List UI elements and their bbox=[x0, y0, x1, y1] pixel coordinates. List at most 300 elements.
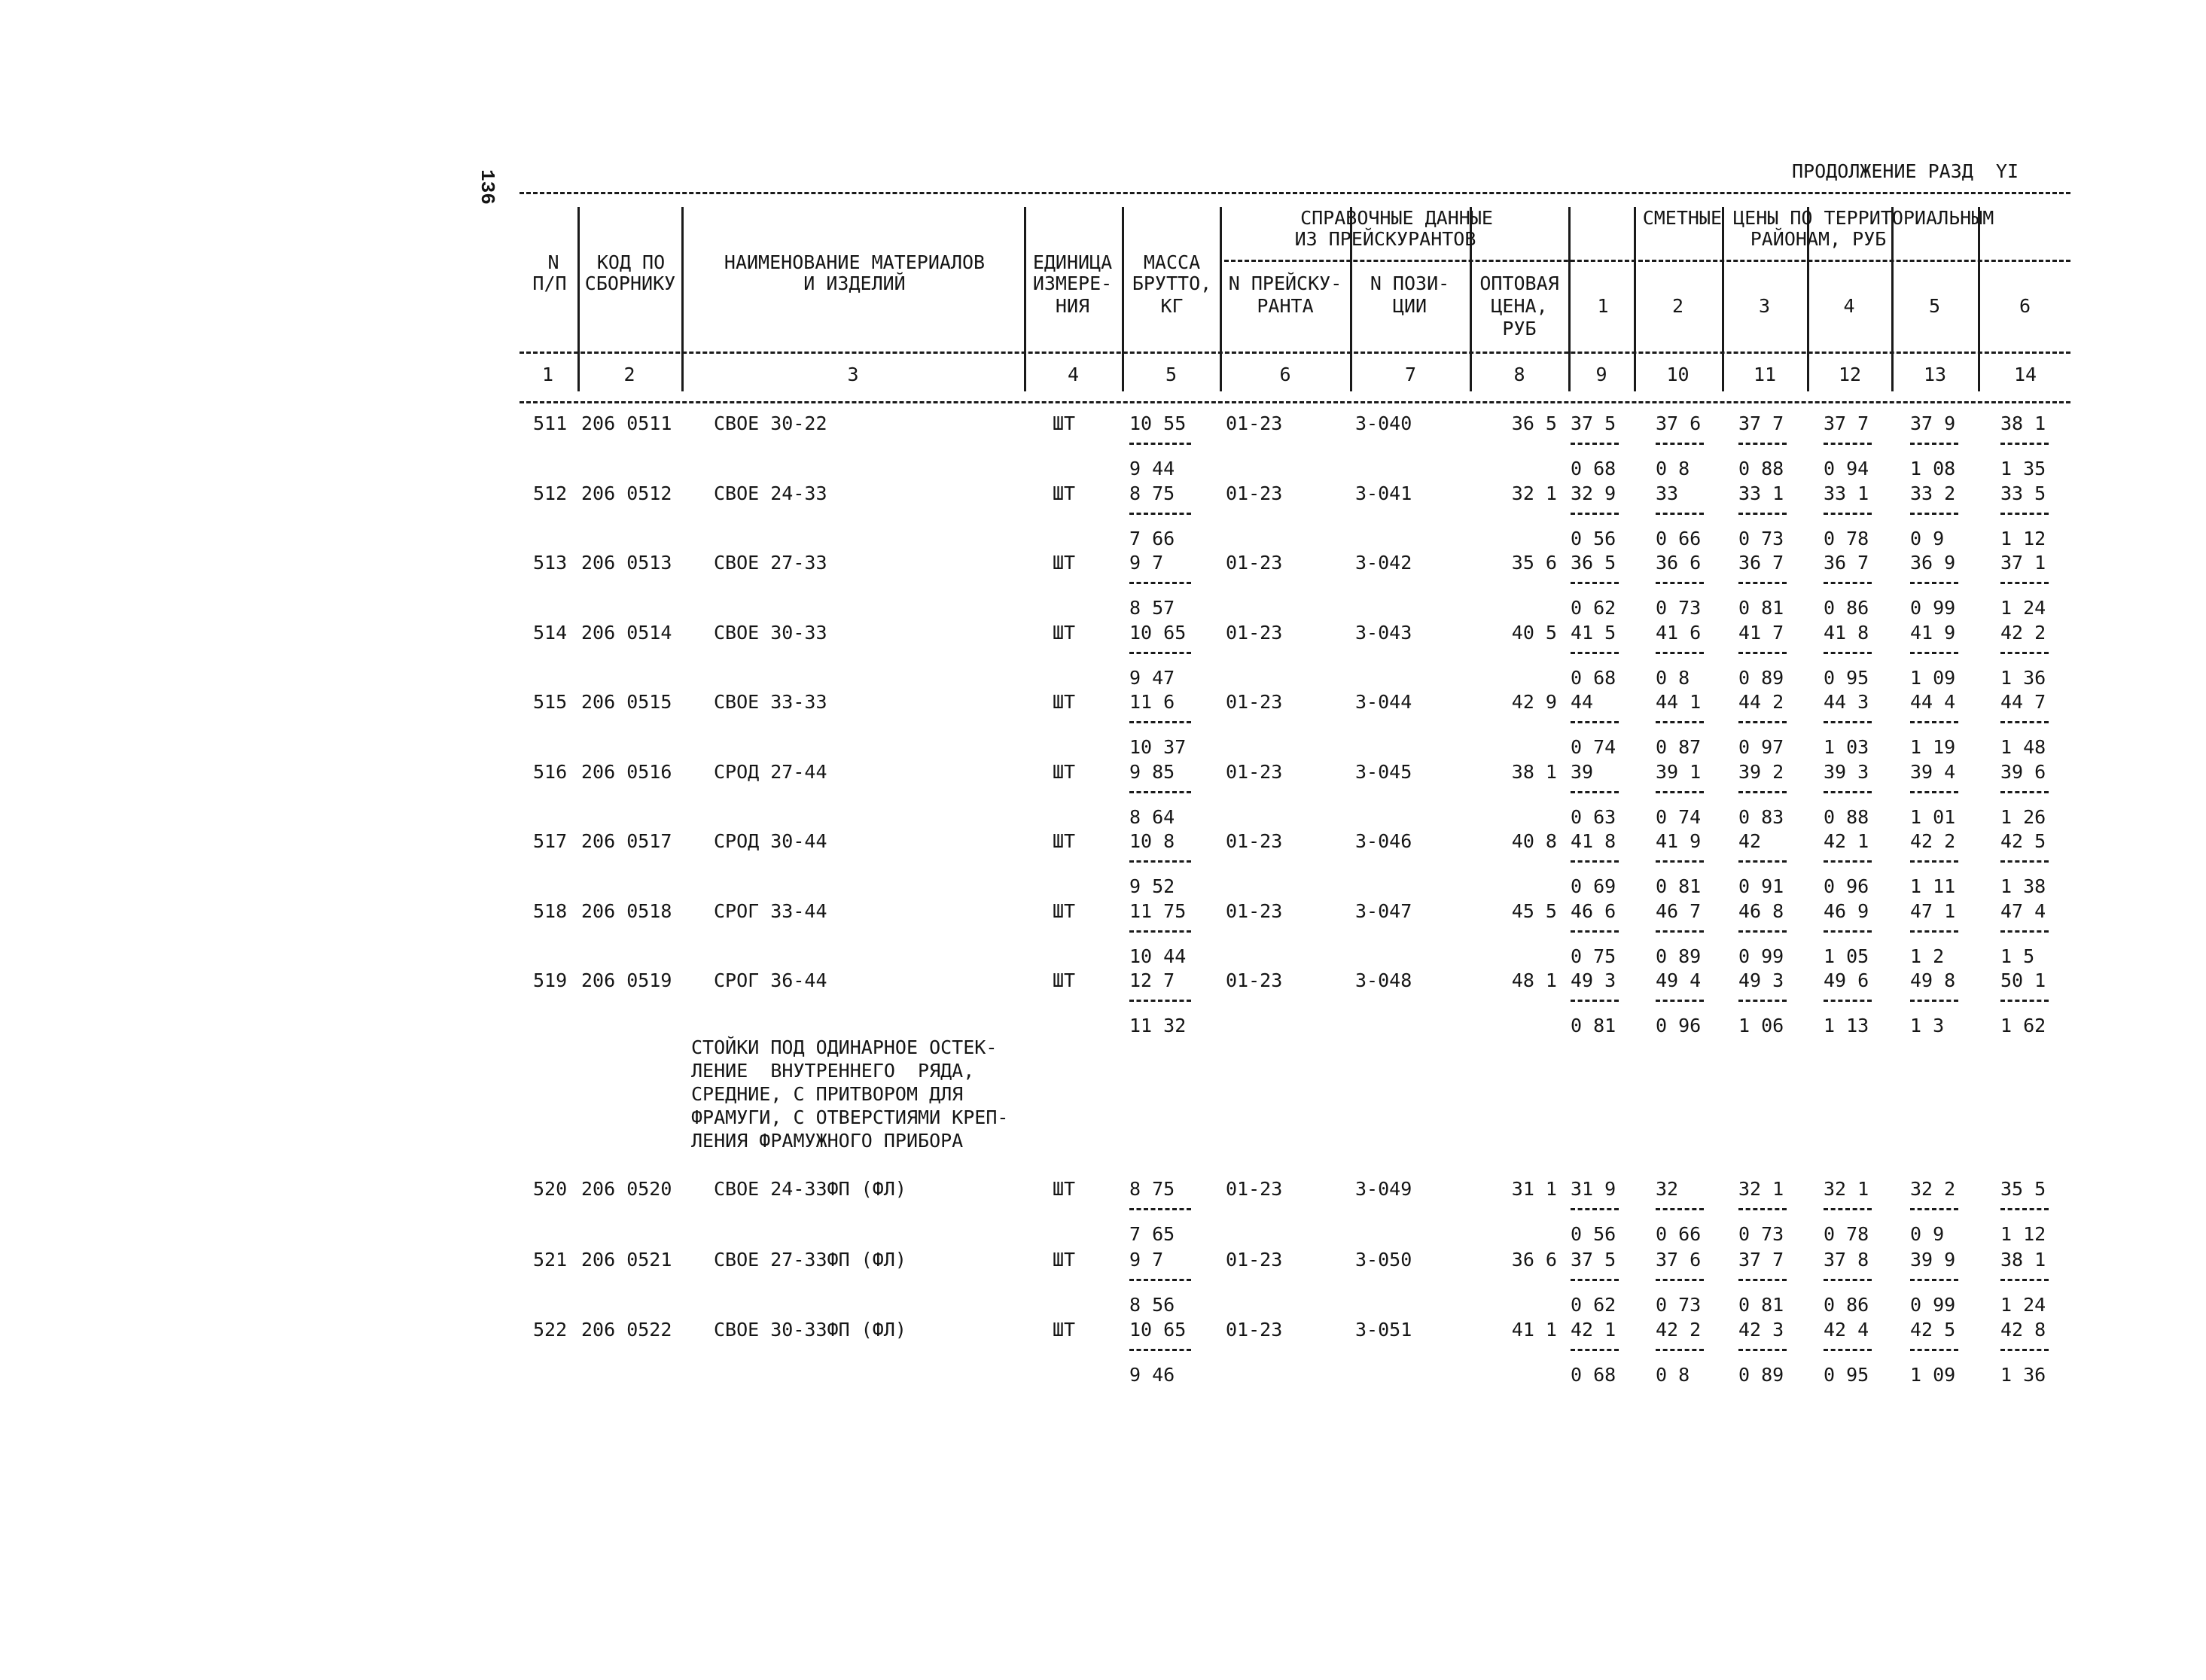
row-region-price-6: 38 1 bbox=[2000, 1248, 2046, 1271]
row-region-price-6: 38 1 bbox=[2000, 412, 2046, 434]
row-name: СВОЕ 30-33 bbox=[714, 621, 827, 644]
row-region-price-5: 41 9 bbox=[1910, 621, 1956, 644]
header-position: N ПОЗИ- bbox=[1370, 272, 1450, 294]
row-unit: ШТ bbox=[1053, 1319, 1076, 1341]
row-region-surcharge-4: 0 78 bbox=[1824, 527, 1869, 549]
header-np: П/П bbox=[532, 272, 567, 294]
header-wholesale: ОПТОВАЯ bbox=[1479, 272, 1559, 294]
row-code: 206 0512 bbox=[581, 482, 672, 504]
row-region-surcharge-5: 1 3 bbox=[1910, 1015, 1945, 1036]
row-unit: ШТ bbox=[1053, 412, 1076, 434]
row-region-surcharge-1: 0 68 bbox=[1571, 458, 1616, 479]
mass-fraction-rule bbox=[1129, 1349, 1191, 1351]
region-fraction-rule bbox=[1738, 860, 1787, 863]
row-region-price-1: 44 bbox=[1571, 691, 1594, 713]
row-region-surcharge-6: 1 24 bbox=[2000, 1293, 2046, 1316]
row-region-surcharge-1: 0 74 bbox=[1571, 736, 1616, 758]
row-region-price-2: 46 7 bbox=[1656, 899, 1702, 922]
region-fraction-rule bbox=[1824, 1349, 1872, 1351]
region-fraction-rule bbox=[1824, 1000, 1872, 1002]
row-position: 3-043 bbox=[1355, 621, 1412, 644]
row-region-surcharge-1: 0 68 bbox=[1571, 1364, 1616, 1386]
row-region-price-4: 41 8 bbox=[1824, 621, 1869, 644]
row-wholesale-price: 36 6 bbox=[1511, 1248, 1557, 1271]
header-region-2: 2 bbox=[1671, 295, 1684, 317]
region-fraction-rule bbox=[1738, 582, 1787, 584]
header-wholesale: РУБ bbox=[1502, 318, 1537, 339]
row-region-price-1: 31 9 bbox=[1571, 1178, 1616, 1200]
row-unit: ШТ bbox=[1053, 552, 1076, 574]
row-region-surcharge-6: 1 26 bbox=[2000, 805, 2046, 828]
row-region-surcharge-2: 0 81 bbox=[1656, 875, 1702, 897]
row-unit: ШТ bbox=[1053, 830, 1076, 852]
row-mass: 10 65 bbox=[1129, 621, 1187, 644]
row-code: 206 0511 bbox=[581, 412, 672, 434]
row-code: 206 0513 bbox=[581, 552, 672, 574]
header-top-rule bbox=[520, 192, 2070, 194]
row-region-price-2: 41 6 bbox=[1656, 621, 1702, 644]
row-name: СВОЕ 27-33ФП (ФЛ) bbox=[714, 1248, 906, 1271]
row-region-price-4: 44 3 bbox=[1824, 691, 1869, 713]
region-fraction-rule bbox=[2000, 652, 2049, 654]
row-wholesale-price: 38 1 bbox=[1511, 760, 1557, 783]
region-fraction-rule bbox=[1910, 1349, 1958, 1351]
region-fraction-rule bbox=[1824, 791, 1872, 793]
row-region-price-6: 44 7 bbox=[2000, 691, 2046, 713]
row-region-surcharge-5: 1 11 bbox=[1910, 875, 1956, 897]
header-code: КОД ПО bbox=[596, 251, 666, 273]
region-fraction-rule bbox=[1656, 791, 1704, 793]
row-code: 206 0514 bbox=[581, 621, 672, 644]
region-fraction-rule bbox=[1571, 791, 1619, 793]
row-region-surcharge-2: 0 66 bbox=[1656, 1223, 1702, 1245]
row-region-surcharge-5: 0 9 bbox=[1910, 527, 1945, 549]
region-fraction-rule bbox=[1824, 1208, 1872, 1210]
row-code: 206 0519 bbox=[581, 969, 672, 991]
row-region-price-4: 49 6 bbox=[1824, 969, 1869, 991]
row-pricelist: 01-23 bbox=[1226, 899, 1283, 922]
region-fraction-rule bbox=[1571, 443, 1619, 445]
row-region-price-4: 42 1 bbox=[1824, 830, 1869, 852]
row-region-surcharge-6: 1 36 bbox=[2000, 666, 2046, 689]
row-region-surcharge-6: 1 35 bbox=[2000, 458, 2046, 479]
region-fraction-rule bbox=[1738, 1279, 1787, 1281]
header-position: ЦИИ bbox=[1392, 295, 1428, 317]
row-wholesale-price: 41 1 bbox=[1511, 1319, 1557, 1341]
row-region-surcharge-6: 1 12 bbox=[2000, 527, 2046, 549]
row-position: 3-051 bbox=[1355, 1319, 1412, 1341]
region-fraction-rule bbox=[2000, 1279, 2049, 1281]
row-region-price-4: 42 4 bbox=[1824, 1319, 1869, 1341]
row-mass-denominator: 8 64 bbox=[1129, 805, 1175, 828]
row-region-price-5: 44 4 bbox=[1910, 691, 1956, 713]
row-region-price-5: 39 9 bbox=[1910, 1248, 1956, 1271]
row-region-price-6: 35 5 bbox=[2000, 1178, 2046, 1200]
region-fraction-rule bbox=[1738, 1000, 1787, 1002]
row-region-price-2: 44 1 bbox=[1656, 691, 1702, 713]
row-number: 513 bbox=[533, 552, 568, 574]
row-region-price-2: 49 4 bbox=[1656, 969, 1702, 991]
row-region-price-1: 41 8 bbox=[1571, 830, 1616, 852]
row-wholesale-price: 31 1 bbox=[1511, 1178, 1557, 1200]
row-region-surcharge-6: 1 12 bbox=[2000, 1223, 2046, 1245]
row-name: СВОЕ 27-33 bbox=[714, 552, 827, 574]
row-region-surcharge-5: 1 19 bbox=[1910, 736, 1956, 758]
row-region-surcharge-4: 1 03 bbox=[1824, 736, 1869, 758]
row-region-surcharge-5: 1 01 bbox=[1910, 805, 1956, 828]
row-region-price-1: 42 1 bbox=[1571, 1319, 1616, 1341]
region-fraction-rule bbox=[1656, 1279, 1704, 1281]
mass-fraction-rule bbox=[1129, 652, 1191, 654]
column-number: 12 bbox=[1838, 364, 1862, 385]
row-region-price-5: 32 2 bbox=[1910, 1178, 1956, 1200]
row-wholesale-price: 40 8 bbox=[1511, 830, 1557, 852]
region-fraction-rule bbox=[1738, 443, 1787, 445]
row-region-surcharge-2: 0 73 bbox=[1656, 1293, 1702, 1316]
header-region-5: 5 bbox=[1928, 295, 1941, 317]
region-fraction-rule bbox=[1738, 1349, 1787, 1351]
row-wholesale-price: 36 5 bbox=[1511, 412, 1557, 434]
row-mass-denominator: 8 57 bbox=[1129, 597, 1175, 619]
row-region-surcharge-4: 1 05 bbox=[1824, 945, 1869, 967]
header-bottom-rule bbox=[520, 401, 2070, 403]
header-mass: МАССА bbox=[1143, 251, 1201, 273]
row-name: СРОГ 36-44 bbox=[714, 969, 827, 991]
region-fraction-rule bbox=[1824, 721, 1872, 723]
row-mass: 9 7 bbox=[1129, 1248, 1164, 1271]
row-region-surcharge-6: 1 5 bbox=[2000, 945, 2035, 967]
row-number: 522 bbox=[533, 1319, 568, 1341]
row-unit: ШТ bbox=[1053, 1248, 1076, 1271]
row-code: 206 0515 bbox=[581, 691, 672, 713]
region-fraction-rule bbox=[1910, 721, 1958, 723]
header-region-4: 4 bbox=[1843, 295, 1855, 317]
region-fraction-rule bbox=[1571, 513, 1619, 515]
row-mass-denominator: 9 46 bbox=[1129, 1364, 1175, 1386]
region-fraction-rule bbox=[2000, 860, 2049, 863]
row-name: СРОД 30-44 bbox=[714, 830, 827, 852]
row-mass-denominator: 9 52 bbox=[1129, 875, 1175, 897]
row-region-surcharge-3: 0 91 bbox=[1738, 875, 1784, 897]
region-fraction-rule bbox=[1571, 1000, 1619, 1002]
row-region-surcharge-4: 0 95 bbox=[1824, 666, 1869, 689]
row-mass-denominator: 10 44 bbox=[1129, 945, 1187, 967]
row-mass: 11 75 bbox=[1129, 899, 1187, 922]
row-region-price-1: 37 5 bbox=[1571, 412, 1616, 434]
row-region-surcharge-1: 0 68 bbox=[1571, 666, 1616, 689]
row-region-surcharge-3: 0 99 bbox=[1738, 945, 1784, 967]
row-region-surcharge-3: 1 06 bbox=[1738, 1015, 1784, 1036]
row-region-surcharge-1: 0 63 bbox=[1571, 805, 1616, 828]
column-number: 9 bbox=[1595, 364, 1607, 385]
row-wholesale-price: 45 5 bbox=[1511, 899, 1557, 922]
row-region-price-4: 37 8 bbox=[1824, 1248, 1869, 1271]
row-unit: ШТ bbox=[1053, 1178, 1076, 1200]
region-fraction-rule bbox=[1824, 443, 1872, 445]
row-wholesale-price: 48 1 bbox=[1511, 969, 1557, 991]
row-region-price-3: 37 7 bbox=[1738, 1248, 1784, 1271]
row-region-surcharge-1: 0 56 bbox=[1571, 1223, 1616, 1245]
header-ref-group: СПРАВОЧНЫЕ ДАННЫЕ bbox=[1300, 207, 1493, 229]
row-region-surcharge-4: 0 96 bbox=[1824, 875, 1869, 897]
row-position: 3-042 bbox=[1355, 552, 1412, 574]
row-code: 206 0516 bbox=[581, 760, 672, 783]
region-fraction-rule bbox=[1571, 860, 1619, 863]
mass-fraction-rule bbox=[1129, 1208, 1191, 1210]
mass-fraction-rule bbox=[1129, 930, 1191, 933]
region-fraction-rule bbox=[1738, 652, 1787, 654]
row-region-price-3: 37 7 bbox=[1738, 412, 1784, 434]
row-region-price-1: 49 3 bbox=[1571, 969, 1616, 991]
row-region-surcharge-2: 0 87 bbox=[1656, 736, 1702, 758]
region-fraction-rule bbox=[1656, 721, 1704, 723]
row-region-price-3: 46 8 bbox=[1738, 899, 1784, 922]
row-region-price-6: 47 4 bbox=[2000, 899, 2046, 922]
region-fraction-rule bbox=[1910, 930, 1958, 933]
row-name: СВОЕ 24-33ФП (ФЛ) bbox=[714, 1178, 906, 1200]
row-region-surcharge-2: 0 96 bbox=[1656, 1015, 1702, 1036]
row-code: 206 0521 bbox=[581, 1248, 672, 1271]
row-region-price-4: 32 1 bbox=[1824, 1178, 1869, 1200]
row-number: 511 bbox=[533, 412, 568, 434]
header-ref-group: ИЗ ПРЕЙСКУРАНТОВ bbox=[1294, 228, 1476, 250]
header-pricelist: РАНТА bbox=[1257, 295, 1314, 317]
row-pricelist: 01-23 bbox=[1226, 621, 1283, 644]
region-fraction-rule bbox=[2000, 791, 2049, 793]
row-region-price-1: 46 6 bbox=[1571, 899, 1616, 922]
row-unit: ШТ bbox=[1053, 482, 1076, 504]
row-region-surcharge-3: 0 89 bbox=[1738, 666, 1784, 689]
region-fraction-rule bbox=[1656, 513, 1704, 515]
row-region-price-6: 50 1 bbox=[2000, 969, 2046, 991]
row-mass: 10 65 bbox=[1129, 1319, 1187, 1341]
row-mass-denominator: 11 32 bbox=[1129, 1015, 1187, 1036]
row-region-surcharge-4: 0 94 bbox=[1824, 458, 1869, 479]
row-region-surcharge-3: 0 81 bbox=[1738, 597, 1784, 619]
row-mass: 12 7 bbox=[1129, 969, 1175, 991]
row-pricelist: 01-23 bbox=[1226, 1319, 1283, 1341]
region-fraction-rule bbox=[1656, 443, 1704, 445]
row-mass-denominator: 7 66 bbox=[1129, 527, 1175, 549]
header-np: N bbox=[547, 251, 559, 273]
row-region-price-1: 36 5 bbox=[1571, 552, 1616, 574]
region-fraction-rule bbox=[2000, 930, 2049, 933]
row-pricelist: 01-23 bbox=[1226, 482, 1283, 504]
mass-fraction-rule bbox=[1129, 582, 1191, 584]
row-name: СВОЕ 30-22 bbox=[714, 412, 827, 434]
row-position: 3-046 bbox=[1355, 830, 1412, 852]
row-region-price-6: 42 5 bbox=[2000, 830, 2046, 852]
row-region-surcharge-1: 0 75 bbox=[1571, 945, 1616, 967]
row-region-surcharge-1: 0 62 bbox=[1571, 1293, 1616, 1316]
region-fraction-rule bbox=[1910, 1279, 1958, 1281]
header-unit: НИЯ bbox=[1055, 295, 1090, 317]
row-region-surcharge-3: 0 73 bbox=[1738, 1223, 1784, 1245]
region-fraction-rule bbox=[2000, 443, 2049, 445]
row-code: 206 0522 bbox=[581, 1319, 672, 1341]
row-region-surcharge-3: 0 81 bbox=[1738, 1293, 1784, 1316]
row-region-price-5: 49 8 bbox=[1910, 969, 1956, 991]
mass-fraction-rule bbox=[1129, 721, 1191, 723]
row-region-surcharge-6: 1 48 bbox=[2000, 736, 2046, 758]
mass-fraction-rule bbox=[1129, 443, 1191, 445]
row-region-price-2: 32 bbox=[1656, 1178, 1679, 1200]
region-fraction-rule bbox=[1738, 721, 1787, 723]
row-region-surcharge-6: 1 38 bbox=[2000, 875, 2046, 897]
header-mass: КГ bbox=[1160, 295, 1184, 317]
row-position: 3-040 bbox=[1355, 412, 1412, 434]
row-mass: 11 6 bbox=[1129, 691, 1175, 713]
region-fraction-rule bbox=[2000, 1000, 2049, 1002]
row-pricelist: 01-23 bbox=[1226, 552, 1283, 574]
region-fraction-rule bbox=[1824, 652, 1872, 654]
region-fraction-rule bbox=[1656, 1349, 1704, 1351]
row-position: 3-049 bbox=[1355, 1178, 1412, 1200]
row-region-price-6: 42 8 bbox=[2000, 1319, 2046, 1341]
row-code: 206 0518 bbox=[581, 899, 672, 922]
row-number: 518 bbox=[533, 899, 568, 922]
row-region-price-4: 33 1 bbox=[1824, 482, 1869, 504]
row-mass: 9 85 bbox=[1129, 760, 1175, 783]
row-region-price-3: 33 1 bbox=[1738, 482, 1784, 504]
row-region-surcharge-5: 1 08 bbox=[1910, 458, 1956, 479]
row-number: 519 bbox=[533, 969, 568, 991]
region-fraction-rule bbox=[1571, 1208, 1619, 1210]
row-region-surcharge-2: 0 8 bbox=[1656, 458, 1690, 479]
row-mass: 8 75 bbox=[1129, 482, 1175, 504]
region-fraction-rule bbox=[1910, 652, 1958, 654]
row-wholesale-price: 32 1 bbox=[1511, 482, 1557, 504]
row-number: 517 bbox=[533, 830, 568, 852]
row-region-price-2: 33 bbox=[1656, 482, 1679, 504]
region-fraction-rule bbox=[1571, 652, 1619, 654]
region-fraction-rule bbox=[1910, 1208, 1958, 1210]
region-fraction-rule bbox=[1571, 721, 1619, 723]
region-fraction-rule bbox=[1656, 1000, 1704, 1002]
row-pricelist: 01-23 bbox=[1226, 969, 1283, 991]
row-name: СВОЕ 33-33 bbox=[714, 691, 827, 713]
row-region-price-5: 42 2 bbox=[1910, 830, 1956, 852]
row-pricelist: 01-23 bbox=[1226, 1248, 1283, 1271]
region-fraction-rule bbox=[1910, 443, 1958, 445]
header-mass: БРУТТО, bbox=[1132, 272, 1212, 294]
row-mass: 10 55 bbox=[1129, 412, 1187, 434]
row-region-surcharge-3: 0 83 bbox=[1738, 805, 1784, 828]
row-region-price-6: 42 2 bbox=[2000, 621, 2046, 644]
region-fraction-rule bbox=[1656, 652, 1704, 654]
row-position: 3-048 bbox=[1355, 969, 1412, 991]
mass-fraction-rule bbox=[1129, 1000, 1191, 1002]
row-mass: 8 75 bbox=[1129, 1178, 1175, 1200]
row-unit: ШТ bbox=[1053, 969, 1076, 991]
header-code: СБОРНИКУ bbox=[584, 272, 676, 294]
row-region-price-2: 36 6 bbox=[1656, 552, 1702, 574]
row-mass: 10 8 bbox=[1129, 830, 1175, 852]
region-fraction-rule bbox=[1656, 582, 1704, 584]
row-number: 521 bbox=[533, 1248, 568, 1271]
row-region-surcharge-2: 0 73 bbox=[1656, 597, 1702, 619]
column-number: 3 bbox=[847, 364, 859, 385]
row-region-price-5: 36 9 bbox=[1910, 552, 1956, 574]
row-region-price-3: 42 bbox=[1738, 830, 1762, 852]
row-number: 520 bbox=[533, 1178, 568, 1200]
page-number: 136 bbox=[476, 169, 498, 205]
row-name: СРОД 27-44 bbox=[714, 760, 827, 783]
row-region-price-3: 44 2 bbox=[1738, 691, 1784, 713]
row-region-surcharge-3: 0 89 bbox=[1738, 1364, 1784, 1386]
region-fraction-rule bbox=[1910, 513, 1958, 515]
column-number: 5 bbox=[1165, 364, 1178, 385]
region-fraction-rule bbox=[1824, 930, 1872, 933]
row-region-surcharge-1: 0 69 bbox=[1571, 875, 1616, 897]
mass-fraction-rule bbox=[1129, 513, 1191, 515]
region-fraction-rule bbox=[1656, 860, 1704, 863]
row-name: СВОЕ 24-33 bbox=[714, 482, 827, 504]
row-region-surcharge-3: 0 73 bbox=[1738, 527, 1784, 549]
row-number: 512 bbox=[533, 482, 568, 504]
row-region-surcharge-1: 0 81 bbox=[1571, 1015, 1616, 1036]
row-mass-denominator: 9 44 bbox=[1129, 458, 1175, 479]
header-region-1: 1 bbox=[1597, 295, 1609, 317]
row-region-price-5: 37 9 bbox=[1910, 412, 1956, 434]
section-note: СТОЙКИ ПОД ОДИНАРНОЕ ОСТЕК- ЛЕНИЕ ВНУТРЕННЕГО РЯДА, СРЕДНИЕ, С ПРИТВОРОМ ДЛЯ ФРАМУГИ, С ОТВЕРСТИЯМИ КРЕП- ЛЕНИЯ ФРАМУЖНОГО ПРИБОРА bbox=[691, 1036, 1009, 1152]
row-number: 515 bbox=[533, 691, 568, 713]
row-position: 3-050 bbox=[1355, 1248, 1412, 1271]
row-wholesale-price: 42 9 bbox=[1511, 691, 1557, 713]
header-name: И ИЗДЕЛИЙ bbox=[803, 272, 906, 294]
row-region-price-3: 49 3 bbox=[1738, 969, 1784, 991]
row-region-price-6: 33 5 bbox=[2000, 482, 2046, 504]
region-fraction-rule bbox=[1738, 791, 1787, 793]
region-fraction-rule bbox=[2000, 513, 2049, 515]
region-fraction-rule bbox=[2000, 582, 2049, 584]
region-fraction-rule bbox=[1571, 1279, 1619, 1281]
header-wholesale: ЦЕНА, bbox=[1491, 295, 1548, 317]
column-number: 6 bbox=[1279, 364, 1291, 385]
row-region-surcharge-2: 0 89 bbox=[1656, 945, 1702, 967]
region-fraction-rule bbox=[1571, 582, 1619, 584]
row-region-surcharge-5: 1 09 bbox=[1910, 666, 1956, 689]
region-fraction-rule bbox=[1738, 513, 1787, 515]
row-position: 3-041 bbox=[1355, 482, 1412, 504]
row-region-surcharge-4: 0 88 bbox=[1824, 805, 1869, 828]
column-number: 7 bbox=[1404, 364, 1417, 385]
header-pricelist: N ПРЕЙСКУ- bbox=[1228, 272, 1342, 294]
row-wholesale-price: 35 6 bbox=[1511, 552, 1557, 574]
row-region-price-5: 47 1 bbox=[1910, 899, 1956, 922]
row-region-price-2: 39 1 bbox=[1656, 760, 1702, 783]
region-fraction-rule bbox=[1910, 582, 1958, 584]
mass-fraction-rule bbox=[1129, 1279, 1191, 1281]
row-name: СРОГ 33-44 bbox=[714, 899, 827, 922]
row-region-surcharge-3: 0 88 bbox=[1738, 458, 1784, 479]
region-fraction-rule bbox=[1824, 860, 1872, 863]
continuation-label: ПРОДОЛЖЕНИЕ РАЗД YI bbox=[1792, 160, 2019, 182]
row-position: 3-044 bbox=[1355, 691, 1412, 713]
column-number: 10 bbox=[1666, 364, 1690, 385]
row-region-surcharge-5: 1 2 bbox=[1910, 945, 1945, 967]
row-code: 206 0517 bbox=[581, 830, 672, 852]
row-region-surcharge-6: 1 36 bbox=[2000, 1364, 2046, 1386]
header-unit: ЕДИНИЦА bbox=[1032, 251, 1113, 273]
row-name: СВОЕ 30-33ФП (ФЛ) bbox=[714, 1319, 906, 1341]
mass-fraction-rule bbox=[1129, 791, 1191, 793]
header-estimate-group: РАЙОНАМ, РУБ bbox=[1750, 228, 1887, 250]
row-region-price-6: 37 1 bbox=[2000, 552, 2046, 574]
region-fraction-rule bbox=[1571, 1349, 1619, 1351]
row-unit: ШТ bbox=[1053, 760, 1076, 783]
row-position: 3-045 bbox=[1355, 760, 1412, 783]
